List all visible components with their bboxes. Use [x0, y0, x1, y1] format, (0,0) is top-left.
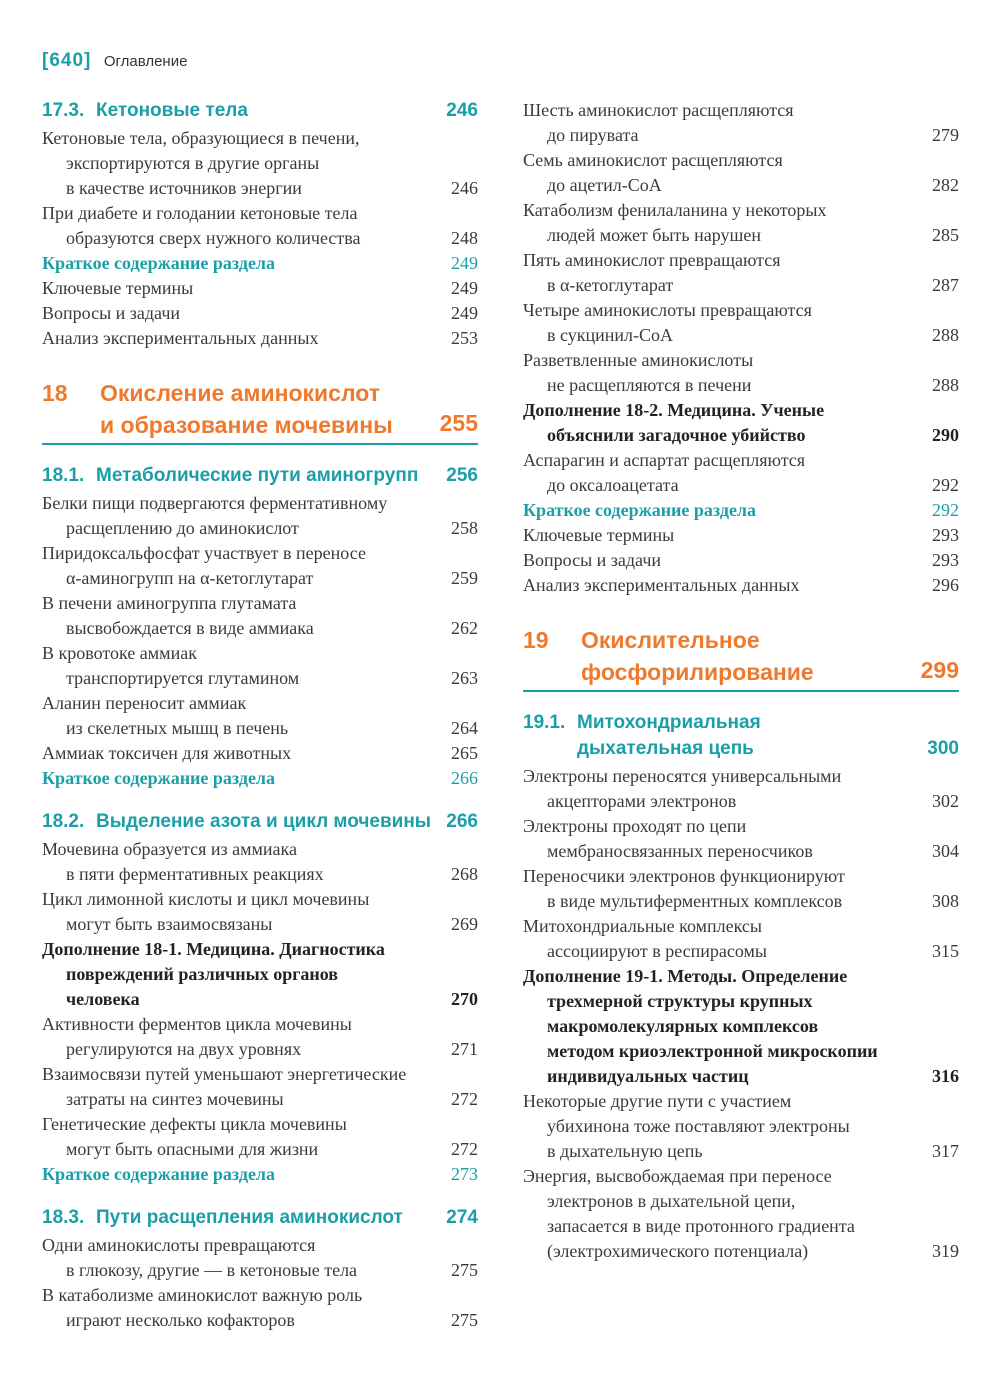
toc-page-number: 246	[446, 100, 478, 121]
toc-line	[523, 764, 959, 789]
toc-line	[42, 887, 478, 912]
toc-line	[42, 251, 478, 276]
toc-title-text: людей может быть нарушен	[547, 225, 761, 245]
toc-summary-entry[interactable]	[523, 498, 959, 523]
toc-title-text: Ключевые термины	[42, 278, 194, 298]
toc-line	[523, 548, 959, 573]
toc-line	[42, 409, 478, 441]
toc-page-number: 274	[446, 1207, 478, 1228]
toc-line	[42, 616, 478, 641]
toc-line	[42, 766, 478, 791]
toc-line	[523, 173, 959, 198]
toc-page-number: 256	[446, 465, 478, 486]
toc-section-heading[interactable]	[523, 710, 959, 762]
toc-line	[523, 248, 959, 273]
toc-title-text: Пиридоксальфосфат участвует в переносе	[42, 543, 366, 563]
toc-page-number: 255	[439, 410, 478, 436]
toc-title-text: транспортируется глутамином	[66, 668, 300, 688]
toc-line	[523, 373, 959, 398]
toc-page-number: 308	[932, 891, 959, 911]
toc-page-number: 249	[451, 303, 478, 323]
toc-line	[523, 864, 959, 889]
toc-title-text: Пять аминокислот превращаются	[523, 250, 781, 270]
toc-entry[interactable]	[42, 1283, 478, 1333]
toc-title-text: Окислительное	[581, 627, 760, 653]
toc-title-text: Вопросы и задачи	[523, 550, 662, 570]
toc-page-number: 249	[451, 278, 478, 298]
toc-title-text: Энергия, высвобождаемая при переносе	[523, 1166, 832, 1186]
running-title: Оглавление	[103, 53, 188, 70]
toc-page-number: 317	[932, 1141, 959, 1161]
toc-title-text: Некоторые другие пути с участием	[523, 1091, 792, 1111]
toc-title-text: Белки пищи подвергаются ферментативному	[42, 493, 388, 513]
toc-line	[42, 326, 478, 351]
toc-title-text: Метаболические пути аминогрупп	[96, 465, 419, 486]
toc-title-text: трехмерной структуры крупных	[547, 991, 813, 1011]
toc-page-number: 292	[932, 500, 959, 520]
toc-line	[42, 1112, 478, 1137]
toc-title-text: Кетоновые тела, образующиеся в печени,	[42, 128, 360, 148]
toc-entry[interactable]	[42, 491, 478, 541]
toc-page-number: 285	[932, 225, 959, 245]
toc-entry[interactable]	[523, 198, 959, 248]
toc-title-text: в пяти ферментативных реакциях	[66, 864, 324, 884]
toc-entry[interactable]	[523, 298, 959, 348]
toc-line	[42, 741, 478, 766]
toc-line	[42, 912, 478, 937]
toc-page-number: 316	[932, 1066, 959, 1086]
toc-line	[523, 1189, 959, 1214]
toc-line	[523, 914, 959, 939]
toc-title-text: α-аминогрупп на α-кетоглутарат	[66, 568, 314, 588]
toc-entry[interactable]	[42, 837, 478, 887]
toc-chapter-heading[interactable]	[523, 624, 959, 692]
toc-title-text: макромолекулярных комплексов	[547, 1016, 819, 1036]
toc-line	[523, 498, 959, 523]
toc-title-text: Электроны проходят по цепи	[523, 816, 747, 836]
toc-line	[42, 809, 478, 835]
toc-number: 19	[523, 627, 549, 653]
toc-line	[42, 1258, 478, 1283]
toc-page-number: 287	[932, 275, 959, 295]
running-header	[42, 50, 187, 72]
toc-line	[523, 789, 959, 814]
toc-line	[523, 98, 959, 123]
toc-title-text: методом криоэлектронной микроскопии	[547, 1041, 878, 1061]
toc-section-heading[interactable]	[42, 98, 478, 124]
toc-title-text: мембраносвязанных переносчиков	[547, 841, 813, 861]
toc-page-number: 269	[451, 914, 478, 934]
toc-title-text: Активности ферментов цикла мочевины	[42, 1014, 352, 1034]
toc-number: 18.2.	[42, 811, 85, 832]
toc-line	[523, 624, 959, 656]
toc-line	[42, 1012, 478, 1037]
toc-title-text: Пути расщепления аминокислот	[96, 1207, 403, 1228]
toc-page-number: 293	[932, 550, 959, 570]
toc-number: 19.1.	[523, 712, 566, 733]
toc-line	[523, 398, 959, 423]
toc-line	[42, 226, 478, 251]
toc-summary-entry[interactable]	[42, 251, 478, 276]
toc-line	[42, 176, 478, 201]
toc-title-text: Митохондриальная	[577, 712, 761, 733]
toc-page-number: 266	[451, 768, 478, 788]
toc-entry[interactable]	[42, 326, 478, 351]
toc-line	[523, 1014, 959, 1039]
toc-title-text: Аланин переносит аммиак	[42, 693, 247, 713]
toc-line	[42, 463, 478, 489]
toc-page-number: 319	[932, 1241, 959, 1261]
toc-left-column	[42, 98, 478, 1333]
toc-page-number: 249	[451, 253, 478, 273]
toc-page-number: 300	[927, 738, 959, 759]
toc-line	[42, 862, 478, 887]
toc-title-text: в глюкозу, другие — в кетоновые тела	[66, 1260, 358, 1280]
toc-number: 18.3.	[42, 1207, 85, 1228]
toc-title-text: (электрохимического потенциала)	[547, 1241, 809, 1261]
toc-entry[interactable]	[523, 448, 959, 498]
toc-page-number: 253	[451, 328, 478, 348]
toc-line	[42, 591, 478, 616]
toc-title-text: Окисление аминокислот	[100, 380, 381, 406]
toc-line	[42, 1137, 478, 1162]
toc-title-text: Семь аминокислот расщепляются	[523, 150, 783, 170]
toc-title-text: экспортируются в другие органы	[66, 153, 320, 173]
toc-title-text: играют несколько кофакторов	[66, 1310, 295, 1330]
toc-line	[523, 523, 959, 548]
toc-title-text: расщеплению до аминокислот	[66, 518, 299, 538]
toc-page-number: 265	[451, 743, 478, 763]
toc-title-text: Выделение азота и цикл мочевины	[96, 811, 432, 832]
toc-title-text: регулируются на двух уровнях	[66, 1039, 302, 1059]
toc-line	[523, 123, 959, 148]
toc-entry[interactable]	[42, 641, 478, 691]
toc-box-entry[interactable]	[42, 937, 478, 1012]
toc-title-text: Дополнение 18-2. Медицина. Ученые	[523, 400, 825, 420]
toc-line	[523, 1114, 959, 1139]
toc-title-text: до оксалоацетата	[547, 475, 679, 495]
toc-title-text: фосфорилирование	[581, 659, 814, 685]
toc-chapter-heading[interactable]	[42, 377, 478, 445]
toc-line	[523, 1039, 959, 1064]
toc-line	[42, 276, 478, 301]
toc-number: 17.3.	[42, 100, 85, 121]
toc-line	[42, 151, 478, 176]
toc-entry[interactable]	[42, 1233, 478, 1283]
toc-page-number: 315	[932, 941, 959, 961]
toc-right-column	[523, 98, 959, 1264]
toc-title-text: Дополнение 18-1. Медицина. Диагностика	[42, 939, 385, 959]
toc-title-text: Кетоновые тела	[96, 100, 248, 121]
toc-title-text: Одни аминокислоты превращаются	[42, 1235, 316, 1255]
toc-summary-entry[interactable]	[42, 766, 478, 791]
toc-entry[interactable]	[523, 814, 959, 864]
toc-line	[42, 1087, 478, 1112]
toc-title-text: Краткое содержание раздела	[42, 253, 276, 273]
toc-page-number: 292	[932, 475, 959, 495]
toc-line	[523, 1164, 959, 1189]
toc-line	[42, 716, 478, 741]
toc-section-heading[interactable]	[42, 463, 478, 489]
toc-title-text: человека	[66, 989, 140, 1009]
toc-entry[interactable]	[42, 201, 478, 251]
toc-entry[interactable]	[523, 573, 959, 598]
toc-page-number: 302	[932, 791, 959, 811]
toc-entry[interactable]	[523, 1164, 959, 1264]
toc-title-text: Генетические дефекты цикла мочевины	[42, 1114, 347, 1134]
toc-line	[42, 666, 478, 691]
toc-box-entry[interactable]	[523, 398, 959, 448]
toc-entry[interactable]	[523, 1089, 959, 1164]
toc-page-number: 275	[451, 1310, 478, 1330]
toc-line	[523, 989, 959, 1014]
toc-page-number: 304	[932, 841, 959, 861]
toc-title-text: Взаимосвязи путей уменьшают энергетические	[42, 1064, 407, 1084]
toc-line	[42, 1162, 478, 1187]
toc-title-text: в виде мультиферментных комплексов	[547, 891, 843, 911]
toc-page-number: 296	[932, 575, 959, 595]
toc-title-text: Анализ экспериментальных данных	[42, 328, 319, 348]
toc-line	[42, 987, 478, 1012]
toc-entry[interactable]	[523, 348, 959, 398]
toc-title-text: запасается в виде протонного градиента	[547, 1216, 855, 1236]
toc-entry[interactable]	[42, 1112, 478, 1162]
toc-line	[42, 1037, 478, 1062]
toc-title-text: Катаболизм фенилаланина у некоторых	[523, 200, 827, 220]
toc-title-text: При диабете и голодании кетоновые тела	[42, 203, 358, 223]
toc-page-number: 259	[451, 568, 478, 588]
toc-title-text: Митохондриальные комплексы	[523, 916, 762, 936]
toc-line	[42, 1205, 478, 1231]
toc-page-number: 262	[451, 618, 478, 638]
toc-entry[interactable]	[42, 276, 478, 301]
toc-line	[523, 1239, 959, 1264]
toc-title-text: В кровотоке аммиак	[42, 643, 197, 663]
toc-title-text: Аммиак токсичен для животных	[42, 743, 292, 763]
toc-page-number: 272	[451, 1139, 478, 1159]
toc-title-text: Переносчики электронов функционируют	[523, 866, 845, 886]
toc-title-text: Шесть аминокислот расщепляются	[523, 100, 794, 120]
toc-line	[42, 1283, 478, 1308]
toc-line	[42, 937, 478, 962]
toc-title-text: и образование мочевины	[100, 412, 393, 438]
toc-entry[interactable]	[523, 523, 959, 548]
toc-line	[523, 1089, 959, 1114]
toc-line	[523, 298, 959, 323]
toc-title-text: Краткое содержание раздела	[523, 500, 757, 520]
toc-entry[interactable]	[42, 591, 478, 641]
toc-title-text: могут быть опасными для жизни	[66, 1139, 319, 1159]
toc-title-text: объяснили загадочное убийство	[547, 425, 806, 445]
toc-entry[interactable]	[523, 914, 959, 964]
toc-line	[523, 736, 959, 762]
toc-line	[42, 541, 478, 566]
toc-entry[interactable]	[42, 541, 478, 591]
toc-line	[523, 423, 959, 448]
toc-page-number: 299	[920, 657, 959, 683]
toc-line	[523, 348, 959, 373]
toc-line	[523, 448, 959, 473]
toc-page-number: 270	[451, 989, 478, 1009]
toc-entry[interactable]	[523, 548, 959, 573]
toc-line	[523, 656, 959, 688]
toc-page-number: 273	[451, 1164, 478, 1184]
toc-title-text: могут быть взаимосвязаны	[66, 914, 273, 934]
toc-page-number: 290	[932, 425, 959, 445]
toc-line	[42, 491, 478, 516]
toc-title-text: в дыхательную цепь	[547, 1141, 703, 1161]
toc-line	[42, 962, 478, 987]
toc-page-number: 288	[932, 375, 959, 395]
toc-title-text: Четыре аминокислоты превращаются	[523, 300, 812, 320]
toc-line	[42, 837, 478, 862]
toc-line	[523, 1064, 959, 1089]
toc-page-number: 266	[446, 811, 478, 832]
toc-title-text: до пирувата	[547, 125, 639, 145]
toc-entry[interactable]	[42, 691, 478, 741]
toc-page-number: 263	[451, 668, 478, 688]
toc-entry[interactable]	[42, 1012, 478, 1062]
toc-title-text: из скелетных мышц в печень	[66, 718, 289, 738]
toc-line	[42, 201, 478, 226]
toc-line	[42, 98, 478, 124]
toc-page-number: 268	[451, 864, 478, 884]
toc-line	[42, 377, 478, 409]
toc-title-text: Краткое содержание раздела	[42, 1164, 276, 1184]
toc-page-number: 282	[932, 175, 959, 195]
toc-title-text: акцепторами электронов	[547, 791, 737, 811]
toc-title-text: в α-кетоглутарат	[547, 275, 674, 295]
toc-line	[523, 573, 959, 598]
toc-page-number: 275	[451, 1260, 478, 1280]
toc-title-text: Мочевина образуется из аммиака	[42, 839, 297, 859]
toc-line	[42, 566, 478, 591]
toc-line	[42, 691, 478, 716]
toc-title-text: до ацетил-СоА	[547, 175, 662, 195]
toc-title-text: электронов в дыхательной цепи,	[547, 1191, 796, 1211]
toc-line	[523, 889, 959, 914]
toc-line	[523, 1139, 959, 1164]
toc-page-number: 248	[451, 228, 478, 248]
toc-section-heading[interactable]	[42, 809, 478, 835]
toc-line	[523, 839, 959, 864]
toc-line	[523, 323, 959, 348]
toc-entry[interactable]	[42, 741, 478, 766]
toc-title-text: ассоциируют в респирасомы	[547, 941, 768, 961]
toc-title-text: В печени аминогруппа глутамата	[42, 593, 297, 613]
toc-page-number: 246	[451, 178, 478, 198]
toc-entry[interactable]	[42, 1062, 478, 1112]
toc-title-text: Разветвленные аминокислоты	[523, 350, 754, 370]
toc-title-text: высвобождается в виде аммиака	[66, 618, 314, 638]
toc-entry[interactable]	[42, 301, 478, 326]
toc-line	[523, 964, 959, 989]
toc-line	[523, 710, 959, 736]
toc-entry[interactable]	[42, 126, 478, 201]
toc-page-number: 271	[451, 1039, 478, 1059]
toc-title-text: Цикл лимонной кислоты и цикл мочевины	[42, 889, 370, 909]
toc-entry[interactable]	[523, 864, 959, 914]
toc-line	[42, 1308, 478, 1333]
toc-line	[42, 516, 478, 541]
toc-line	[42, 301, 478, 326]
toc-number: 18.1.	[42, 465, 85, 486]
toc-line	[523, 814, 959, 839]
toc-summary-entry[interactable]	[42, 1162, 478, 1187]
toc-entry[interactable]	[523, 248, 959, 298]
toc-title-text: В катаболизме аминокислот важную роль	[42, 1285, 363, 1305]
toc-title-text: в качестве источников энергии	[66, 178, 302, 198]
toc-title-text: образуются сверх нужного количества	[66, 228, 361, 248]
toc-page-number: 279	[932, 125, 959, 145]
toc-entry[interactable]	[523, 148, 959, 198]
toc-title-text: в сукцинил-СоА	[547, 325, 674, 345]
toc-title-text: Аспарагин и аспартат расщепляются	[523, 450, 806, 470]
toc-line	[523, 198, 959, 223]
toc-page-number: 264	[451, 718, 478, 738]
toc-page-number: 293	[932, 525, 959, 545]
toc-page-number: 272	[451, 1089, 478, 1109]
toc-number: 18	[42, 380, 68, 406]
toc-title-text: Анализ экспериментальных данных	[523, 575, 800, 595]
toc-title-text: Электроны переносятся универсальными	[523, 766, 842, 786]
toc-title-text: Ключевые термины	[523, 525, 675, 545]
toc-page-number: 288	[932, 325, 959, 345]
toc-line	[42, 641, 478, 666]
page-number: [640]	[42, 50, 92, 71]
toc-line	[523, 223, 959, 248]
toc-line	[523, 273, 959, 298]
toc-entry[interactable]	[523, 764, 959, 814]
toc-title-text: Дополнение 19-1. Методы. Определение	[523, 966, 848, 986]
toc-title-text: повреждений различных органов	[66, 964, 339, 984]
toc-line	[523, 939, 959, 964]
toc-title-text: индивидуальных частиц	[547, 1066, 749, 1086]
toc-page-number: 258	[451, 518, 478, 538]
toc-section-heading[interactable]	[42, 1205, 478, 1231]
toc-title-text: Краткое содержание раздела	[42, 768, 276, 788]
toc-entry[interactable]	[42, 887, 478, 937]
toc-line	[523, 1214, 959, 1239]
toc-box-entry[interactable]	[523, 964, 959, 1089]
toc-title-text: затраты на синтез мочевины	[66, 1089, 284, 1109]
toc-line	[42, 1233, 478, 1258]
toc-entry[interactable]	[523, 98, 959, 148]
toc-title-text: не расщепляются в печени	[547, 375, 752, 395]
toc-title-text: дыхательная цепь	[577, 738, 754, 759]
toc-title-text: Вопросы и задачи	[42, 303, 181, 323]
toc-line	[523, 148, 959, 173]
toc-line	[42, 126, 478, 151]
toc-line	[42, 1062, 478, 1087]
toc-title-text: убихинона тоже поставляют электроны	[547, 1116, 850, 1136]
toc-line	[523, 473, 959, 498]
